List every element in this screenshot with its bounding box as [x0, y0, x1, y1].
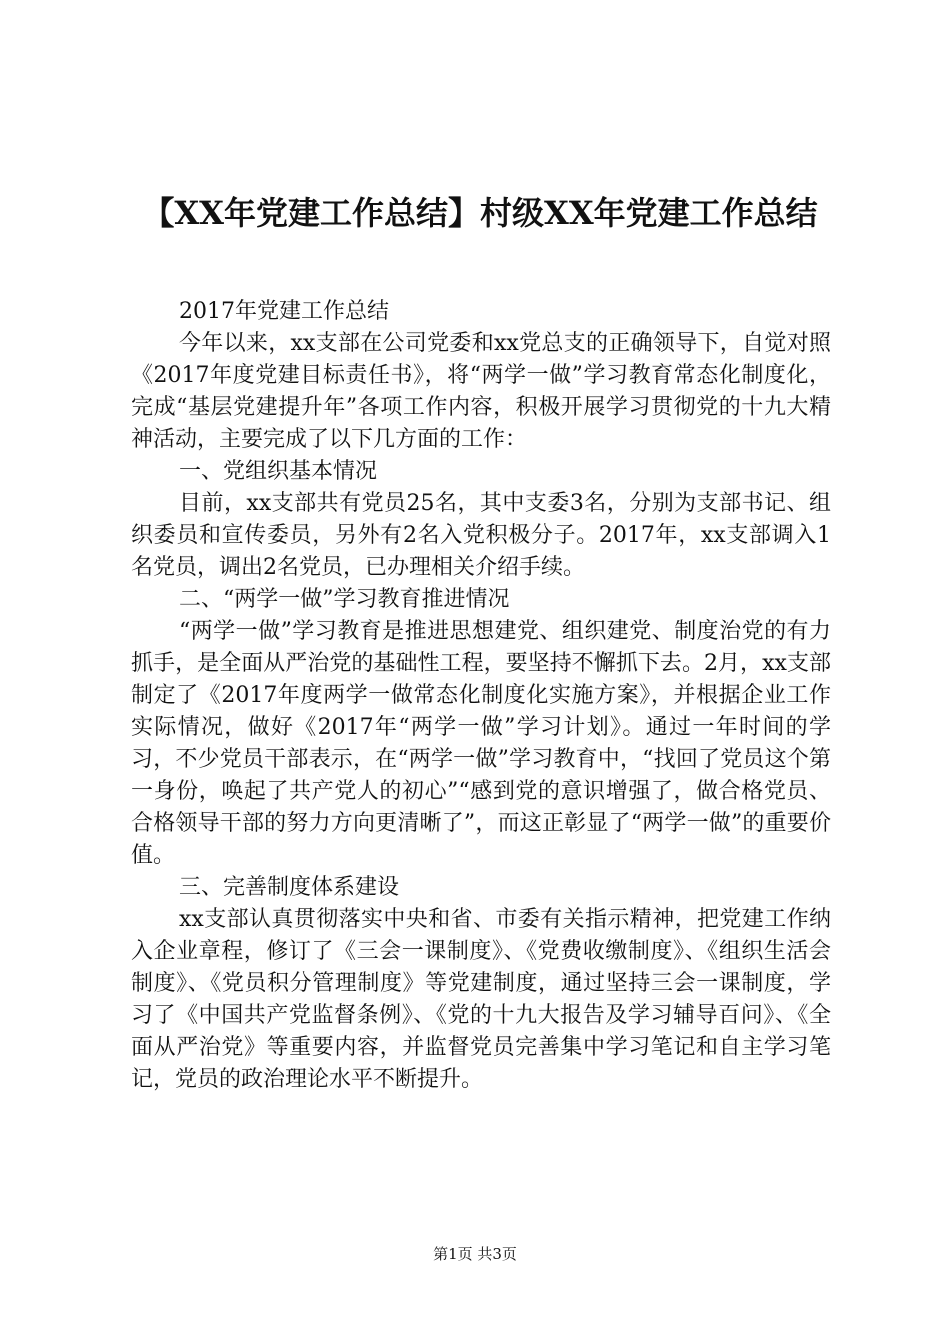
- section-1-paragraph: 目前，xx支部共有党员25名，其中支委3名，分别为支部书记、组织委员和宣传委员，另外有2名入党积极分子。2017年，xx支部调入1名党员，调出2名党员，已办理相关介绍手续。: [131, 491, 831, 580]
- section-heading-1: 一、党组织基本情况: [179, 459, 378, 484]
- section-heading-3: 三、完善制度体系建设: [179, 875, 400, 900]
- page-footer: 第1页 共3页: [433, 1245, 517, 1263]
- section-subtitle: 2017年党建工作总结: [179, 299, 389, 324]
- section-2-paragraph: “两学一做”学习教育是推进思想建党、组织建党、制度治党的有力抓手，是全面从严治党的基础性工程，要坚持不懈抓下去。2月，xx支部制定了《2017年度两学一做常态化制度化实施方案》，并根据企业工作实际情况，做好《2017年“两学一做”学习计划》。通过一年时间的学习，不少党员干部表示，在“两学一做”学习教育中，“找回了党员这个第一身份，唤起了共产党人的初心”“感到党的意识增强了，做合格党员、合格领导干部的努力方向更清晰了”，而这正彰显了“两学一做”的重要价值。: [131, 619, 831, 868]
- document-title: 【XX年党建工作总结】村级XX年党建工作总结: [142, 194, 818, 232]
- document-body: [131, 296, 831, 1096]
- section-heading-2: 二、“两学一做”学习教育推进情况: [179, 587, 510, 612]
- section-3-paragraph: xx支部认真贯彻落实中央和省、市委有关指示精神，把党建工作纳入企业章程，修订了《三会一课制度》、《党费收缴制度》、《组织生活会制度》、《党员积分管理制度》等党建制度，通过坚持三会一课制度，学习了《中国共产党监督条例》、《党的十九大报告及学习辅导百问》、《全面从严治党》等重要内容，并监督党员完善集中学习笔记和自主学习笔记，党员的政治理论水平不断提升。: [131, 907, 831, 1092]
- intro-paragraph: 今年以来，xx支部在公司党委和xx党总支的正确领导下，自觉对照《2017年度党建目标责任书》，将“两学一做”学习教育常态化制度化，完成“基层党建提升年”各项工作内容，积极开展学习贯彻党的十九大精神活动，主要完成了以下几方面的工作：: [131, 331, 831, 452]
